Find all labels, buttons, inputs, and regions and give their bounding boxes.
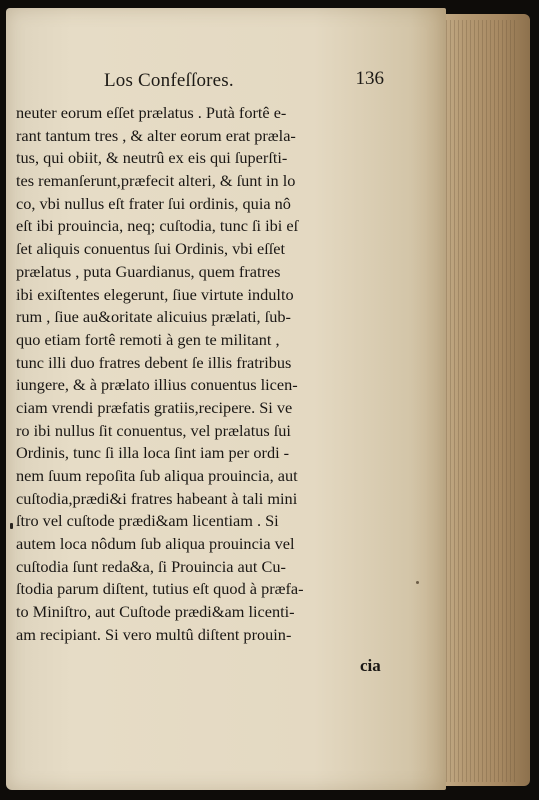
margin-mark — [10, 523, 13, 529]
text-line: ſet aliquis conuentus ſui Ordinis, vbi eſſet — [16, 239, 286, 259]
text-line: tunc illi duo fratres debent ſe illis fratribus — [16, 352, 292, 372]
book-page — [6, 8, 446, 790]
text-line: ibi exiſtentes elegerunt, ſiue virtute indulto — [16, 284, 294, 304]
text-line: rum , ſiue au&oritate alicuius prælati, ſub- — [16, 307, 291, 327]
text-line: iungere, & à prælato illius conuentus licen- — [16, 375, 298, 395]
text-line: rant tantum tres , & alter eorum erat præla- — [16, 125, 296, 145]
page-header — [104, 64, 384, 94]
text-line: quo etiam fortê remoti à gen te militant , — [16, 329, 280, 349]
text-line: nem ſuum repoſita ſub aliqua prouincia, aut — [16, 466, 298, 485]
text-line: eſt ibi prouincia, neq; cuſtodia, tunc ſi ibi eſ — [16, 216, 299, 236]
running-head: Los Confeſſores. — [104, 70, 234, 91]
text-line: neuter eorum eſſet prælatus . Putà fortê e- — [16, 103, 287, 122]
page-edges — [438, 20, 518, 782]
text-line: am recipiant. Si vero multû diſtent prouin- — [16, 624, 292, 644]
text-line: autem loca nôdum ſub aliqua prouincia vel — [16, 534, 295, 554]
catchword: cia — [360, 656, 381, 675]
text-line: ro ibi nullus ſit conuentus, vel prælatus ſui — [16, 420, 291, 440]
page-number: 136 — [355, 68, 384, 89]
text-line: ciam vrendi præfatis gratiis,recipere. Si ve — [16, 397, 293, 417]
text-line: cuſtodia ſunt reda&a, ſi Prouincia aut Cu- — [16, 556, 286, 576]
text-line: ſtro vel cuſtode prædi&am licentiam . Si — [16, 511, 279, 531]
text-line: cuſtodia,prædi&i fratres habeant à tali mini — [16, 488, 298, 508]
text-line: to Miniſtro, aut Cuſtode prædi&am licenti- — [16, 602, 295, 622]
text-line: tus, qui obiit, & neutrû ex eis qui ſuperſti- — [16, 148, 288, 168]
text-line: prælatus , puta Guardianus, quem fratres — [16, 261, 281, 281]
paper-speck — [416, 581, 419, 584]
text-line: ſtodia parum diſtent, tutius eſt quod à præfa- — [16, 579, 304, 599]
body-text — [16, 102, 386, 647]
text-line: tes remanſerunt,præfecit alteri, & ſunt in lo — [16, 171, 296, 191]
text-line: co, vbi nullus eſt frater ſui ordinis, quia nô — [16, 193, 291, 213]
text-line: Ordinis, tunc ſi illa loca ſint iam per ordi - — [16, 443, 290, 463]
